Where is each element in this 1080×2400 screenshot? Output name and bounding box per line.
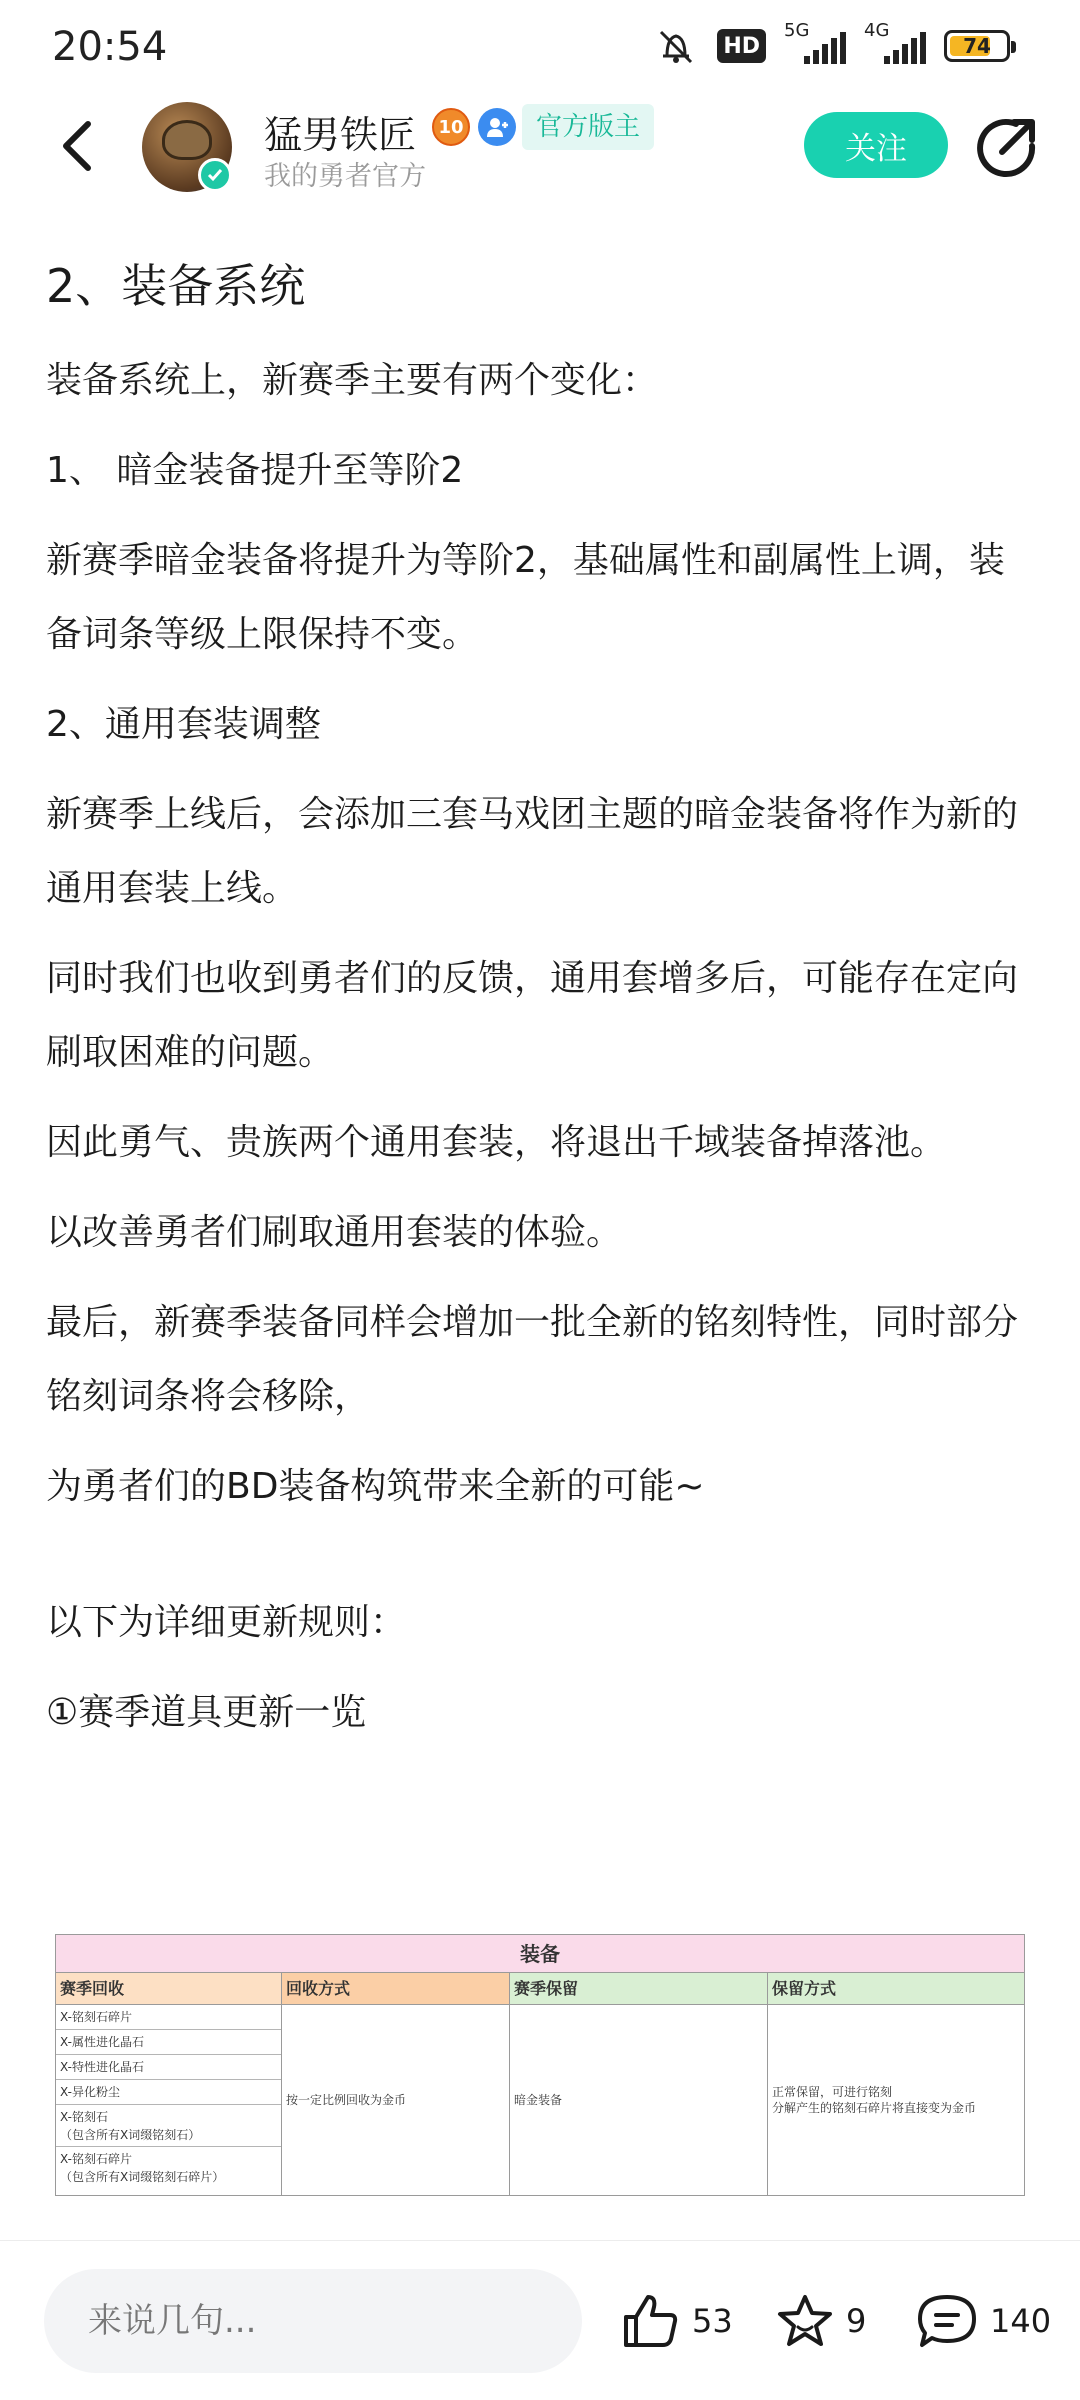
user-name[interactable]: 猛男铁匠 [264,113,417,157]
chevron-left-icon [58,120,98,172]
paragraph: 以下为详细更新规则： [46,1602,407,1643]
table-cell: X-异化粉尘 [56,2080,281,2105]
table-header: 赛季保留 [510,1973,768,2004]
table-header: 保留方式 [768,1973,1024,2004]
network-4g-label: 4G [864,20,890,41]
paragraph: 新赛季暗金装备将提升为等阶2，基础属性和副属性上调，装备词条等级上限保持不变。 [46,540,1005,655]
keep-items-column [510,2005,768,2195]
table-cell: X-特性进化晶石 [56,2055,281,2080]
paragraph: 以改善勇者们刷取通用套装的体验。 [46,1212,623,1253]
favorite-count: 9 [846,2302,867,2340]
table-body [56,2005,1024,2195]
table-cell: X-属性进化晶石 [56,2030,281,2055]
paragraph: 因此勇气、贵族两个通用套装，将退出千域装备掉落池。 [46,1122,947,1163]
favorite-button[interactable] [776,2293,866,2349]
equipment-table-image[interactable] [55,1934,1025,2196]
comment-input[interactable]: 来说几句... [44,2269,582,2373]
post-header [0,96,1080,216]
status-time: 20:54 [52,24,168,70]
comment-button[interactable] [916,2293,1051,2349]
moderator-icon [478,108,516,146]
star-icon [776,2293,834,2349]
mute-icon [653,26,699,66]
table-cell: 按一定比例回收为金币 [286,2093,407,2107]
share-icon [976,116,1038,178]
paragraph: 最后，新赛季装备同样会增加一批全新的铭刻特性，同时部分铭刻词条将会移除， [46,1302,1019,1417]
article-body [46,256,1036,1766]
table-cell: 正常保留，可进行铭刻 分解产生的铭刻石碎片将直接变为金币 [772,2085,977,2115]
battery-icon [944,30,1010,62]
level-badge: 10 [432,108,470,146]
section-heading: 2、装备系统 [46,259,306,313]
battery-percent: 74 [963,34,991,58]
back-button[interactable] [48,116,108,176]
paragraph: 为勇者们的BD装备构筑带来全新的可能~ [46,1466,705,1507]
table-cell: 暗金装备 [514,2093,563,2107]
like-button[interactable] [622,2293,733,2349]
table-header: 赛季回收 [56,1973,282,2004]
verified-icon [198,158,232,192]
paragraph: ①赛季道具更新一览 [46,1692,367,1733]
comment-icon [916,2293,978,2349]
paragraph: 装备系统上，新赛季主要有两个变化： [46,360,659,401]
recycle-method-column [282,2005,510,2195]
signal-5g-icon [784,20,846,66]
table-header: 回收方式 [282,1973,510,2004]
network-5g-label: 5G [784,20,810,41]
paragraph: 新赛季上线后，会添加三套马戏团主题的暗金装备将作为新的通用套装上线。 [46,794,1019,909]
table-title: 装备 [56,1935,1024,1973]
table-cell: X-铭刻石碎片 [56,2005,281,2030]
share-button[interactable] [976,116,1038,178]
recycle-items-column [56,2005,282,2195]
status-icons [653,20,1010,66]
follow-button[interactable]: 关注 [804,112,948,178]
paragraph: 2、通用套装调整 [46,704,321,745]
paragraph: 同时我们也收到勇者们的反馈，通用套增多后，可能存在定向刷取困难的问题。 [46,958,1019,1073]
keep-method-column [768,2005,1024,2195]
comment-count: 140 [990,2302,1052,2340]
bottom-action-bar [0,2240,1080,2400]
table-cell: X-铭刻石碎片 （包含所有X词缀铭刻石碎片） [60,2152,225,2184]
status-bar [0,0,1080,96]
table-cell: X-铭刻石 （包含所有X词缀铭刻石） [56,2105,281,2147]
hd-icon: HD [717,29,766,63]
signal-4g-icon [864,20,926,66]
table-header-row [56,1973,1024,2005]
paragraph: 1、 暗金装备提升至等阶2 [46,450,464,491]
thumbs-up-icon [622,2293,680,2349]
like-count: 53 [692,2302,733,2340]
official-moderator-tag: 官方版主 [522,104,654,150]
user-subtitle: 我的勇者官方 [264,161,426,192]
